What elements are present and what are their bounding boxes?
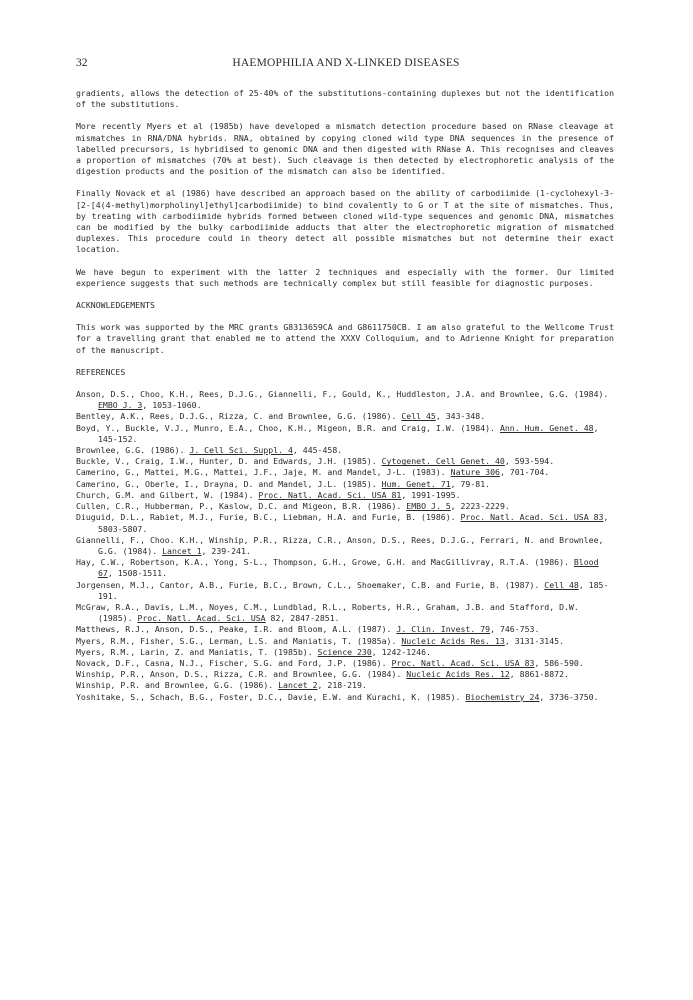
reference-item <box>76 669 614 680</box>
reference-authors: Buckle, V., Craig, I.W., Hunter, D. and Edwards, J.H. (1985). <box>76 456 377 467</box>
reference-pages: , 1508-1511. <box>107 568 168 579</box>
reference-authors: Winship, P.R., Anson, D.S., Rizza, C.R. and Brownlee, G.G. (1984). <box>76 669 402 680</box>
reference-authors: Novack, D.F., Casna, N.J., Fischer, S.G. and Ford, J.P. (1986). <box>76 657 387 668</box>
reference-pages: , 3131-3145. <box>504 635 565 646</box>
reference-journal: EMBO J. 5 <box>406 501 451 512</box>
reference-journal: Proc. Natl. Acad. Sci. USA 83 <box>460 512 604 523</box>
body-text <box>76 88 614 703</box>
reference-pages: , 2223-2229. <box>450 501 510 512</box>
reference-authors: Boyd, Y., Buckle, V.J., Munro, E.A., Choo, K.H., Migeon, B.R. and Craig, I.W. (1984). <box>76 422 495 433</box>
reference-item <box>76 479 614 490</box>
reference-pages: , 1242-1246. <box>371 646 431 657</box>
reference-item <box>76 692 614 703</box>
reference-journal: Proc. Natl. Acad. Sci. USA 83 <box>391 657 535 668</box>
reference-pages: , 746-753. <box>490 624 540 635</box>
reference-item <box>76 535 614 557</box>
paragraph: We have begun to experiment with the latter 2 techniques and especially with the former. Our limited experience suggests that such methods are technically complex but still feasible for diagnostic purposes. <box>76 266 614 288</box>
reference-pages: , 79-81. <box>450 478 491 489</box>
reference-pages: , 343-348. <box>435 411 486 422</box>
reference-authors: Myers, R.M., Larin, Z. and Maniatis, T. (1985b). <box>76 646 313 657</box>
references-heading: REFERENCES <box>76 366 126 377</box>
reference-journal: Proc. Natl. Acad. Sci. USA <box>137 613 266 624</box>
reference-authors: Diuguid, D.L., Rabiet, M.J., Furie, B.C., Liebman, H.A. and Furie, B. (1986). <box>76 512 456 523</box>
reference-pages: , 593-594. <box>504 456 555 467</box>
reference-authors: Winship, P.R. and Brownlee, G.G. (1986). <box>76 680 274 691</box>
reference-pages: , 239-241. <box>201 545 251 556</box>
reference-pages: , 3736-3750. <box>539 691 599 702</box>
reference-authors: Brownlee, G.G. (1986). <box>76 445 185 456</box>
paragraph: gradients, allows the detection of 25-40% of the substitutions-containing duplexes but not the identification of the substitutions. <box>76 88 614 110</box>
reference-item <box>76 658 614 669</box>
reference-journal: Cell 48 <box>544 579 579 590</box>
reference-pages: , 185-191. <box>98 579 609 601</box>
reference-authors: Cullen, C.R., Hubberman, P., Kaslow, D.C. and Migeon, B.R. (1986). <box>76 501 402 512</box>
reference-journal: Nature 306 <box>450 467 500 478</box>
reference-journal: Blood 67 <box>98 557 599 579</box>
reference-journal: Cell 45 <box>401 411 436 422</box>
reference-item <box>76 557 614 579</box>
reference-authors: Camerino, G., Oberle, I., Drayna, D. and Mandel, J.L. (1985). <box>76 478 377 489</box>
running-title: HAEMOPHILIA AND X-LINKED DISEASES <box>232 57 460 69</box>
reference-item <box>76 602 614 624</box>
reference-item <box>76 636 614 647</box>
reference-item <box>76 456 614 467</box>
reference-journal: J. Cell Sci. Suppl. 4 <box>189 445 293 456</box>
reference-item <box>76 680 614 691</box>
reference-pages: , 218-219. <box>317 680 367 691</box>
reference-journal: Lancet 1 <box>162 545 202 556</box>
reference-authors: Jorgensen, M.J., Cantor, A.B., Furie, B.C., Brown, C.L., Shoemaker, C.B. and Furie, B. (1987). <box>76 579 540 590</box>
reference-journal: Lancet 2 <box>278 680 318 691</box>
reference-journal: Hum. Genet. 71 <box>381 478 451 489</box>
reference-pages: , 701-704. <box>499 467 550 478</box>
acknowledgements-heading: ACKNOWLEDGEMENTS <box>76 300 155 311</box>
running-header <box>76 57 616 71</box>
reference-authors: Camerino, G., Mattei, M.G., Mattei, J.F., Jaje, M. and Mandel, J-L. (1983). <box>76 467 446 478</box>
reference-item <box>76 467 614 478</box>
reference-pages: , 8861-8872. <box>509 669 569 680</box>
reference-authors: Anson, D.S., Choo, K.H., Rees, D.J.G., Giannelli, F., Gould, K., Huddleston, J.A. and Brownlee, G.G. (1984). <box>76 389 609 400</box>
reference-pages: , 145-152. <box>98 422 599 444</box>
reference-journal: Proc. Natl. Acad. Sci. USA 81 <box>258 489 402 500</box>
reference-item <box>76 580 614 602</box>
reference-pages: 82, 2847-2851. <box>265 613 340 624</box>
reference-authors: Hay, C.W., Robertson, K.A., Yong, S-L., Thompson, G.H., Growe, G.H. and MacGillivray, R.T.A. (1986). <box>76 557 569 568</box>
reference-journal: J. Clin. Invest. 79 <box>396 624 491 635</box>
reference-item <box>76 647 614 658</box>
reference-list <box>76 389 614 703</box>
reference-item <box>76 501 614 512</box>
reference-journal: EMBO J. 3 <box>98 400 143 411</box>
reference-journal: Ann. Hum. Genet. 48 <box>499 422 594 433</box>
reference-item <box>76 411 614 422</box>
reference-journal: Cytogenet. Cell Genet. 40 <box>381 456 505 467</box>
reference-item <box>76 624 614 635</box>
reference-authors: Yoshitake, S., Schach, B.G., Foster, D.C., Davie, E.W. and Kurachi, K. (1985). <box>76 691 461 702</box>
reference-item <box>76 445 614 456</box>
reference-pages: , 1991-1995. <box>401 489 461 500</box>
reference-pages: , 5803-5807. <box>98 512 609 534</box>
reference-journal: Science 230 <box>317 646 372 657</box>
reference-journal: Nucleic Acids Res. 12 <box>406 669 510 680</box>
reference-item <box>76 423 614 445</box>
reference-journal: Biochemistry 24 <box>465 691 540 702</box>
paragraph: Finally Novack et al (1986) have described an approach based on the ability of carbodiimide (1-cyclohexyl-3-[2-[4(4-methyl)morpholinyl]ethyl]carbodiimide) to bind covalently to G or T at the site of mismatches. Thus, by treating with carbodiimide hybrids formed between cloned wild-type sequences and genomic DNA, mismatches can be modified by the bulky carbodiimide adducts that alter the electrophoretic migration of mismatched duplexes. This procedure could in theory detect all possible mismatches but not determine their exact location. <box>76 188 614 255</box>
reference-journal: Nucleic Acids Res. 13 <box>401 635 505 646</box>
reference-item <box>76 490 614 501</box>
reference-authors: Bentley, A.K., Rees, D.J.G., Rizza, C. and Brownlee, G.G. (1986). <box>76 411 397 422</box>
reference-authors: Church, G.M. and Gilbert, W. (1984). <box>76 489 254 500</box>
reference-pages: , 445-458. <box>292 445 343 456</box>
reference-authors: Giannelli, F., Choo. K.H., Winship, P.R., Rizza, C.R., Anson, D.S., Rees, D.J.G., Ferrari, N. and Brownlee, G.G. (1984). <box>76 534 604 556</box>
reference-authors: Myers, R.M., Fisher, S.G., Lerman, L.S. and Maniatis, T. (1985a). <box>76 635 397 646</box>
reference-item <box>76 512 614 534</box>
page-number: 32 <box>76 57 88 69</box>
reference-authors: Matthews, R.J., Anson, D.S., Peake, I.R. and Bloom, A.L. (1987). <box>76 624 392 635</box>
reference-item <box>76 389 614 411</box>
reference-pages: , 1053-1060. <box>142 400 202 411</box>
reference-authors: McGraw, R.A., Davis, L.M., Noyes, C.M., Lundblad, R.L., Roberts, H.R., Graham, J.B. and Stafford, D.W. (1985). <box>76 601 579 624</box>
acknowledgements-text: This work was supported by the MRC grants G8313659CA and G8611750CB. I am also grateful to the Wellcome Trust for a travelling grant that enabled me to attend the XXXV Colloquium, and to Adrienne Knight for preparation of the manuscript. <box>76 322 614 355</box>
paragraph: More recently Myers et al (1985b) have developed a mismatch detection procedure based on RNase cleavage at mismatches in RNA/DNA hybrids. RNA, obtained by copying cloned wild type DNA sequences in the presence of labelled precursors, is hybridised to genomic DNA and then digested with RNase A. This recognises and cleaves a proportion of mismatches (70% at best). Such cleavage is then detected by electrophoretic analysis of the digestion products and the position of the mismatch can also be identified. <box>76 121 614 177</box>
reference-pages: , 586-590. <box>534 657 584 668</box>
